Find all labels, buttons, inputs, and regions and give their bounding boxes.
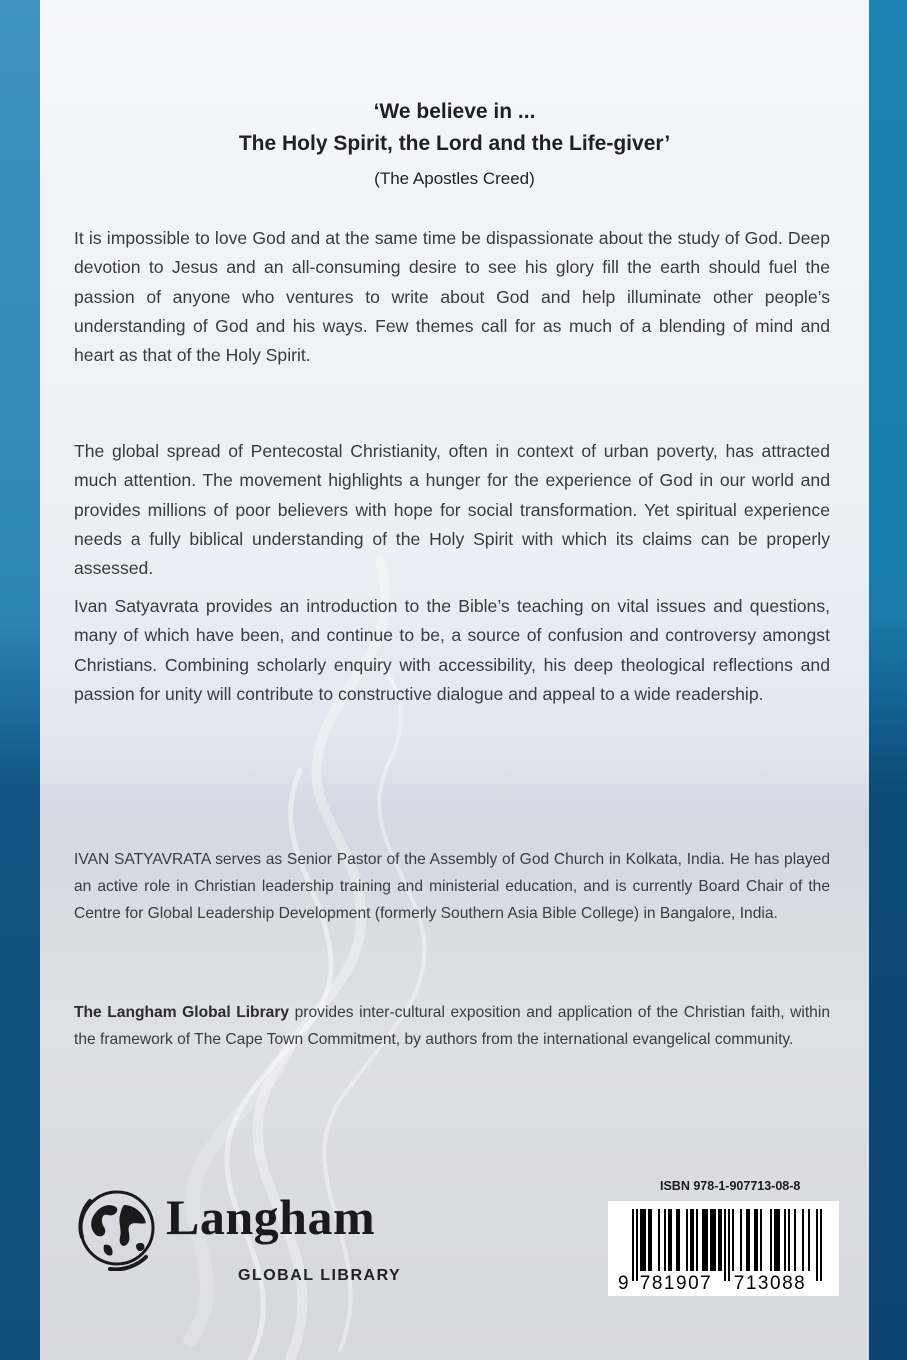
barcode-graphic [608,1201,839,1296]
barcode-bar [802,1209,804,1271]
barcode-bar [816,1209,818,1281]
barcode-bar [760,1209,762,1271]
barcode-bar [808,1209,810,1271]
library-name: The Langham Global Library [74,1004,290,1021]
library-statement [74,999,830,1053]
barcode-bar [718,1209,720,1271]
barcode-bar [650,1209,652,1271]
barcode-bar [748,1209,750,1271]
barcode-bar [706,1209,708,1271]
description-paragraph-2: The global spread of Pentecostal Christianity, often in context of urban poverty, has attracted much attention. The movement highlights a hunger for the experience of God in our world and provides millions of poor believers with hope for social transformation. Yet spiritual experience needs a fully biblical understanding of the Holy Spirit with which its claims can be properly assessed. [74,441,830,579]
barcode-bar [784,1209,786,1271]
barcode-left-digits: 781907 [639,1273,713,1294]
barcode-bar [770,1209,772,1271]
barcode-bar [732,1209,734,1271]
barcode-bar [690,1209,692,1271]
barcode-bar [676,1209,678,1271]
barcode-bar [692,1209,694,1271]
barcode-bar [746,1209,748,1271]
barcode-bar [820,1209,822,1281]
library-description: provides inter-cultural exposition and application of the Christian faith, within the framework of The Cape Town Commitment, by authors from the international evangelical community. [74,1004,830,1048]
barcode-bar [702,1209,704,1271]
logo-wordmark: Langham [166,1189,376,1245]
barcode-bar [794,1209,796,1271]
quote-source: (The Apostles Creed) [374,169,535,188]
barcode-bar [714,1209,716,1271]
description-paragraph-1: It is impossible to love God and at the same time be dispassionate about the study of God. Deep devotion to Jesus and an all-consuming desire to see his glory fill the earth should fuel the passion of anyone who ventures to write about God and help illuminate other people’s understanding of God and his ways. Few themes call for as much of a blending of mind and heart as that of the Holy Spirit. [74,228,830,366]
barcode-bar [756,1209,758,1271]
barcode-bar [788,1209,790,1271]
barcode-bar [724,1209,726,1281]
barcode-bar [642,1209,644,1271]
barcode-bar [754,1209,756,1271]
barcode-bar [640,1209,642,1271]
barcode-bar [710,1209,712,1271]
isbn-label: ISBN 978-1-907713-08-8 [660,1179,801,1193]
barcode-bar [668,1209,670,1271]
quote-line-1: ‘We believe in ... [373,100,536,123]
barcode-bar [704,1209,706,1271]
barcode-bar [778,1209,780,1271]
barcode-bar [658,1209,660,1271]
quote-line-2: The Holy Spirit, the Lord and the Life-giver’ [238,132,671,155]
right-blue-border [869,0,907,1360]
barcode-bar [648,1209,650,1271]
barcode-bar [632,1209,634,1281]
barcode-bar [644,1209,646,1271]
barcode-bar [664,1209,666,1271]
author-bio: IVAN SATYAVRATA serves as Senior Pastor of the Assembly of God Church in Kolkata, India. He has played an active role in Christian leadership training and ministerial education, and is currently Board Chair of the Centre for Global Leadership Development (formerly Southern Asia Bible College) in Bangalore, India. [74,851,830,922]
barcode-bar [686,1209,688,1271]
left-blue-border [0,0,40,1360]
barcode-bar [774,1209,776,1271]
langham-logo [74,1185,414,1295]
barcode-bar [696,1209,698,1271]
barcode-bar [636,1209,638,1281]
barcode-right-digits: 713088 [733,1273,807,1294]
barcode-bar [740,1209,742,1271]
barcode-bar [776,1209,778,1271]
barcode-bar [728,1209,730,1281]
barcode-first-digit: 9 [618,1273,629,1294]
barcode-bar [712,1209,714,1271]
barcode-bar [678,1209,680,1271]
description-paragraph-3: Ivan Satyavrata provides an introduction to the Bible’s teaching on vital issues and questions, many of which have been, and continue to be, a source of confusion and controversy amongst Christians. Combining scholarly enquiry with accessibility, his deep theological reflections and passion for unity will contribute to constructive dialogue and appeal to a wide readership. [74,596,830,704]
barcode-bar [720,1209,722,1271]
barcode [608,1201,839,1296]
logo-subtitle: GLOBAL LIBRARY [238,1267,402,1284]
globe-icon [74,1185,160,1271]
barcode-bar [670,1209,672,1271]
